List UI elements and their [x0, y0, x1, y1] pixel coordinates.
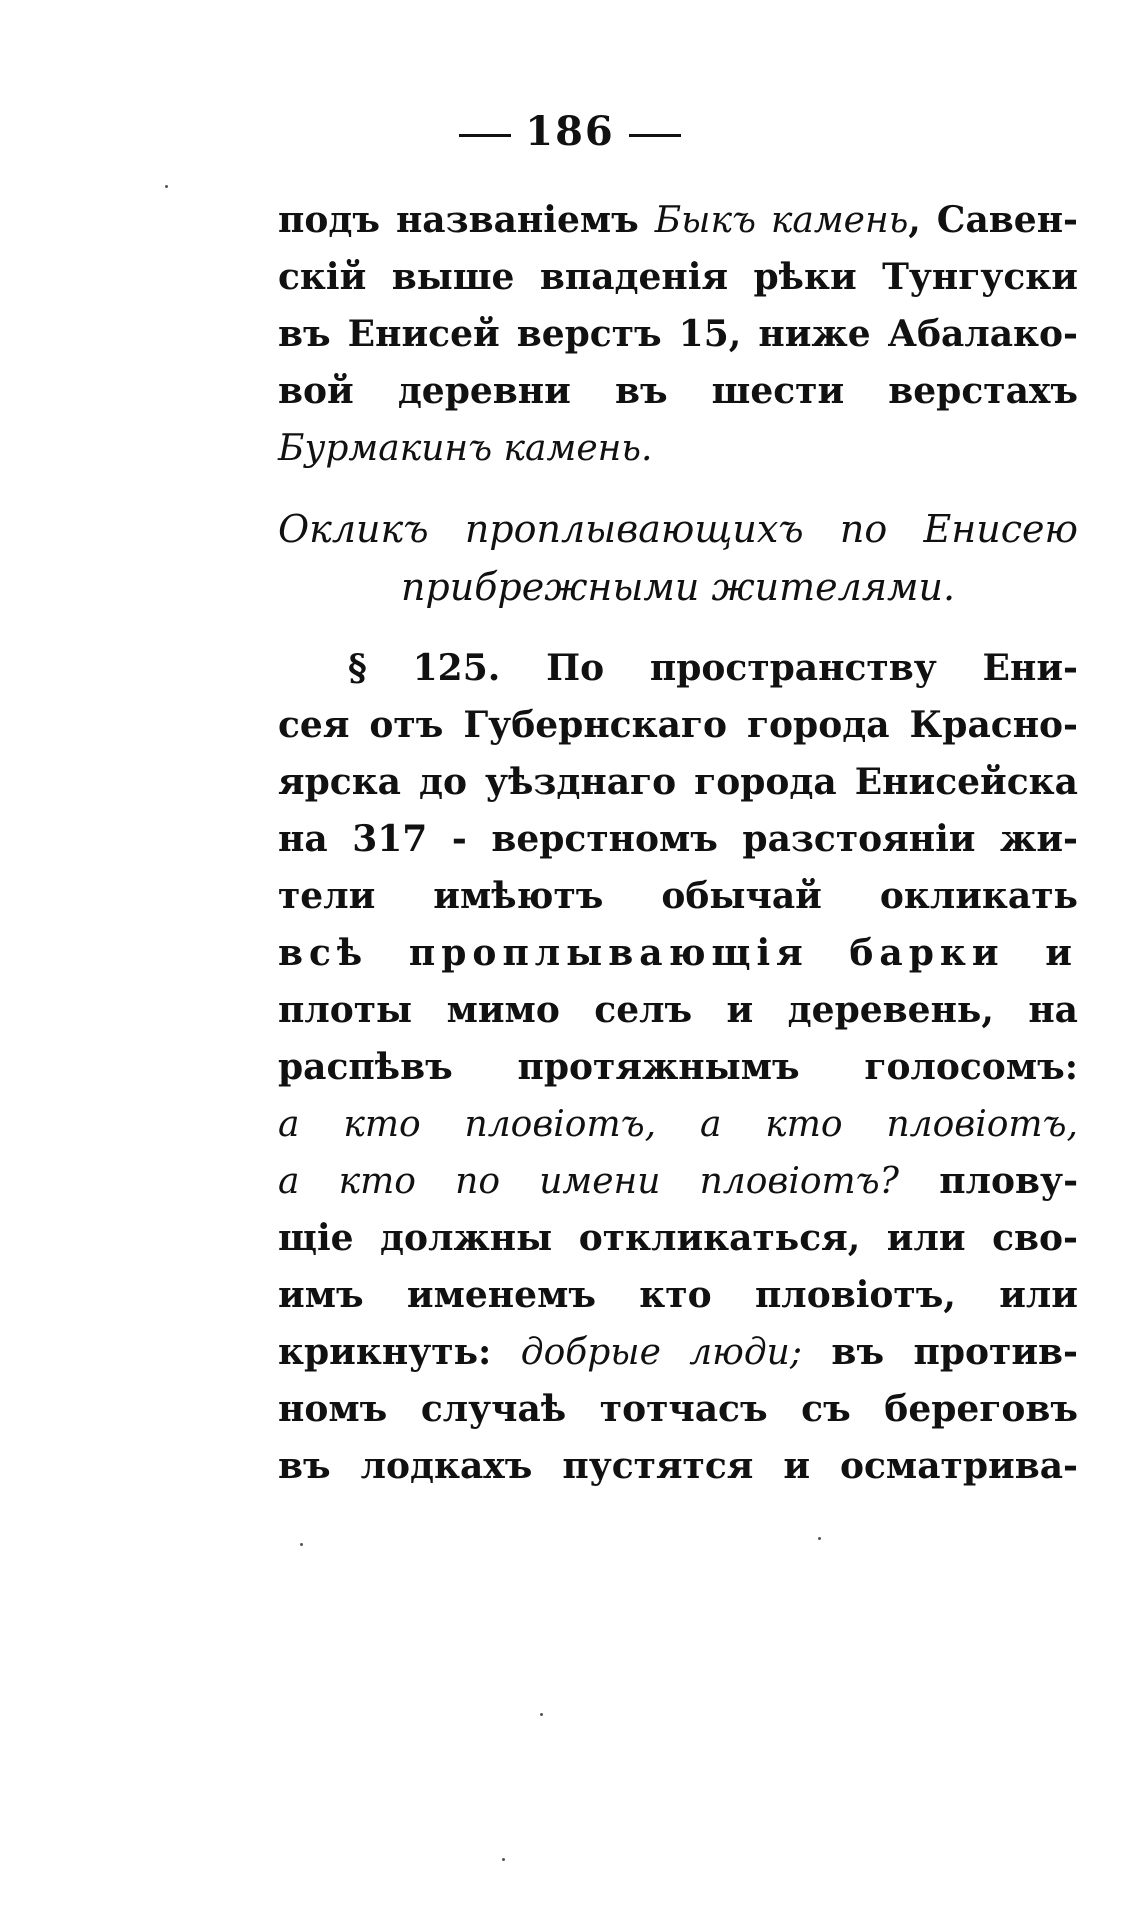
text-line: въ лодкахъ пустятся и осматрива-	[278, 1445, 1078, 1487]
paper-speck	[818, 1537, 821, 1540]
section-heading	[278, 500, 1078, 616]
paragraph-1	[278, 192, 1078, 477]
paper-speck	[300, 1543, 303, 1546]
text-line: а кто пловіотъ, а кто пловіотъ,	[278, 1104, 1078, 1145]
heading-line-2: прибрежными жителями.	[400, 565, 956, 609]
page-number: 186	[525, 108, 615, 155]
page-header	[0, 108, 1140, 155]
header-dash-left	[459, 134, 511, 137]
text-line: въ Енисей верстъ 15, ниже Абалако-	[278, 313, 1078, 355]
text-line: Бурмакинъ камень.	[278, 428, 653, 469]
text-line: подъ названіемъ Быкъ камень, Савен-	[278, 199, 1078, 241]
heading-line-1: Окликъ проплывающихъ по Енисею	[278, 507, 1078, 551]
text-line: крикнуть: добрые люди; въ против-	[278, 1331, 1078, 1373]
text-line: номъ случаѣ тотчасъ съ береговъ	[278, 1388, 1078, 1430]
text-line: плоты мимо селъ и деревень, на	[278, 989, 1078, 1031]
paper-speck	[540, 1713, 543, 1716]
text-line: всѣ проплывающія барки и	[278, 932, 1078, 974]
paper-speck	[502, 1858, 505, 1861]
text-line: вой деревни въ шести верстахъ	[278, 370, 1078, 412]
paper-speck	[165, 185, 168, 188]
text-line: сея отъ Губернскаго города Красно-	[278, 704, 1078, 746]
text-line: скій выше впаденія рѣки Тунгуски	[278, 256, 1078, 298]
header-dash-right	[629, 134, 681, 137]
text-line: § 125. По пространству Ени-	[348, 647, 1078, 689]
paragraph-2	[278, 640, 1078, 1495]
text-line: распѣвъ протяжнымъ голосомъ:	[278, 1046, 1078, 1088]
text-line: имъ именемъ кто пловіотъ, или	[278, 1274, 1078, 1316]
text-line: а кто по имени пловіотъ? плову-	[278, 1160, 1079, 1202]
text-line: тели имѣютъ обычай окликать	[278, 875, 1078, 917]
text-line: на 317 - верстномъ разстояніи жи-	[278, 818, 1078, 860]
text-line: ярска до уѣзднаго города Енисейска	[278, 761, 1078, 803]
text-line: щіе должны откликаться, или сво-	[278, 1217, 1078, 1259]
